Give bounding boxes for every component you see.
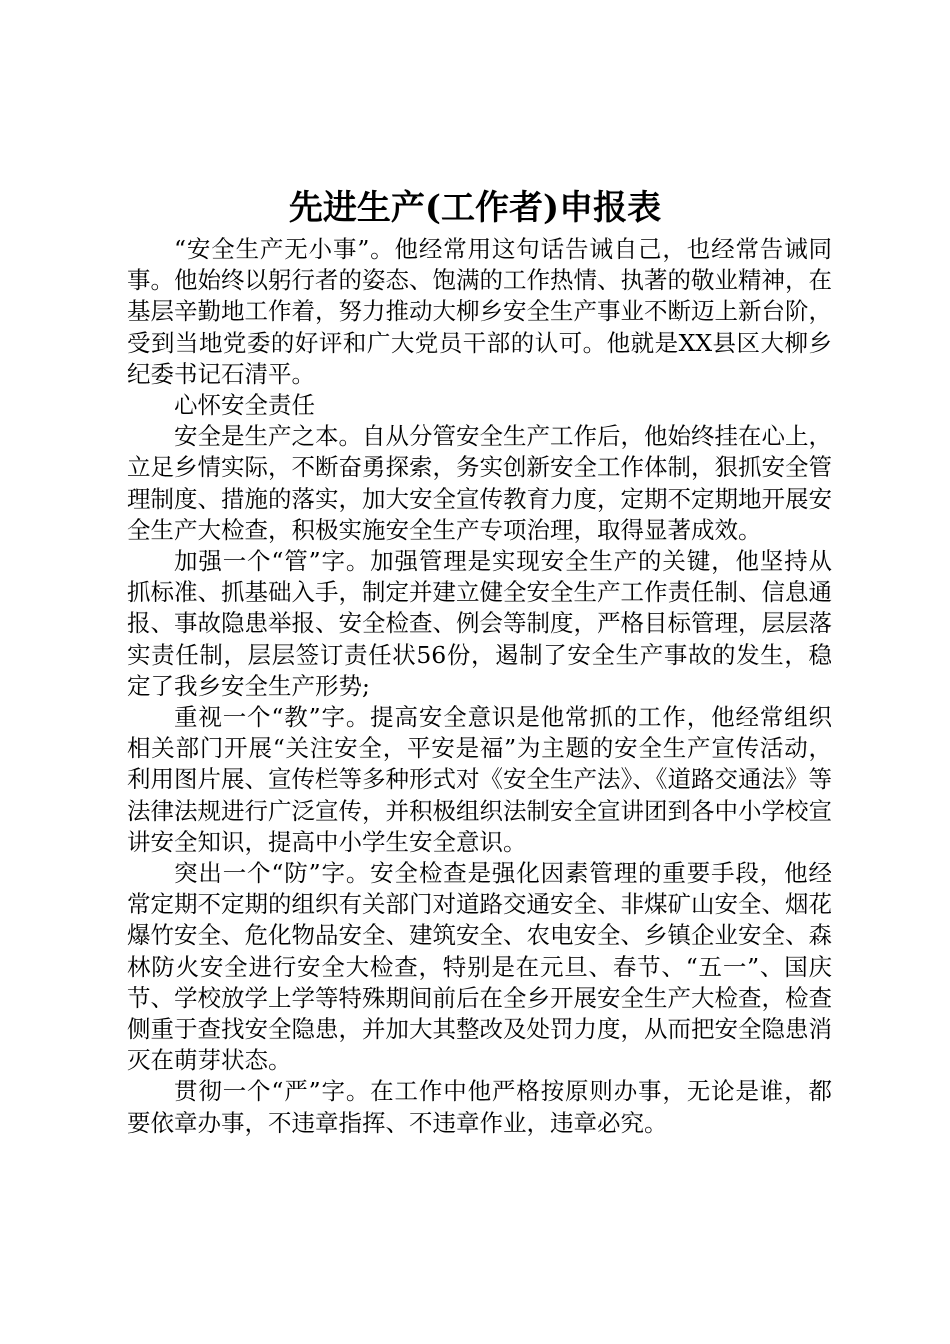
paragraph-prevention: 突出一个“防”字。安全检查是强化因素管理的重要手段，他经常定期不定期的组织有关部门对道路交通安全、非煤矿山安全、烟花爆竹安全、危化物品安全、建筑安全、农电安全、乡镇企业安全、森林防火安全进行安全大检查，特别是在元旦、春节、“五一”、国庆节、学校放学上学等特殊期间前后在全乡开展安全生产大检查，检查侧重于查找安全隐患，并加大其整改及处罚力度，从而把安全隐患消灭在萌芽状态。 xyxy=(127,859,832,1075)
document-body xyxy=(127,234,832,1139)
paragraph-management: 加强一个“管”字。加强管理是实现安全生产的关键，他坚持从抓标准、抓基础入手，制定并建立健全安全生产工作责任制、信息通报、事故隐患举报、安全检查、例会等制度，严格目标管理，层层落实责任制，层层签订责任状56份，遏制了安全生产事故的发生，稳定了我乡安全生产形势; xyxy=(127,547,832,700)
paragraph-safety-foundation: 安全是生产之本。自从分管安全生产工作后，他始终挂在心上，立足乡情实际，不断奋勇探索，务实创新安全工作体制，狠抓安全管理制度、措施的落实，加大安全宣传教育力度，定期不定期地开展安全生产大检查，积极实施安全生产专项治理，取得显著成效。 xyxy=(127,422,832,544)
paragraph-strictness: 贯彻一个“严”字。在工作中他严格按原则办事，无论是谁，都要依章办事，不违章指挥、不违章作业，违章必究。 xyxy=(127,1077,832,1137)
document-title: 先进生产(工作者)申报表 xyxy=(288,188,662,228)
section-heading: 心怀安全责任 xyxy=(174,391,315,420)
paragraph-intro: “安全生产无小事”。他经常用这句话告诫自己，也经常告诫同事。他始终以躬行者的姿态、饱满的工作热情、执著的敬业精神，在基层辛勤地工作着，努力推动大柳乡安全生产事业不断迈上新台阶，受到当地党委的好评和广大党员干部的认可。他就是XX县区大柳乡纪委书记石清平。 xyxy=(127,235,832,388)
paragraph-education: 重视一个“教”字。提高安全意识是他常抓的工作，他经常组织相关部门开展“关注安全，平安是福”为主题的安全生产宣传活动，利用图片展、宣传栏等多种形式对《安全生产法》、《道路交通法》等法律法规进行广泛宣传，并积极组织法制安全宣讲团到各中小学校宣讲安全知识，提高中小学生安全意识。 xyxy=(127,703,832,856)
